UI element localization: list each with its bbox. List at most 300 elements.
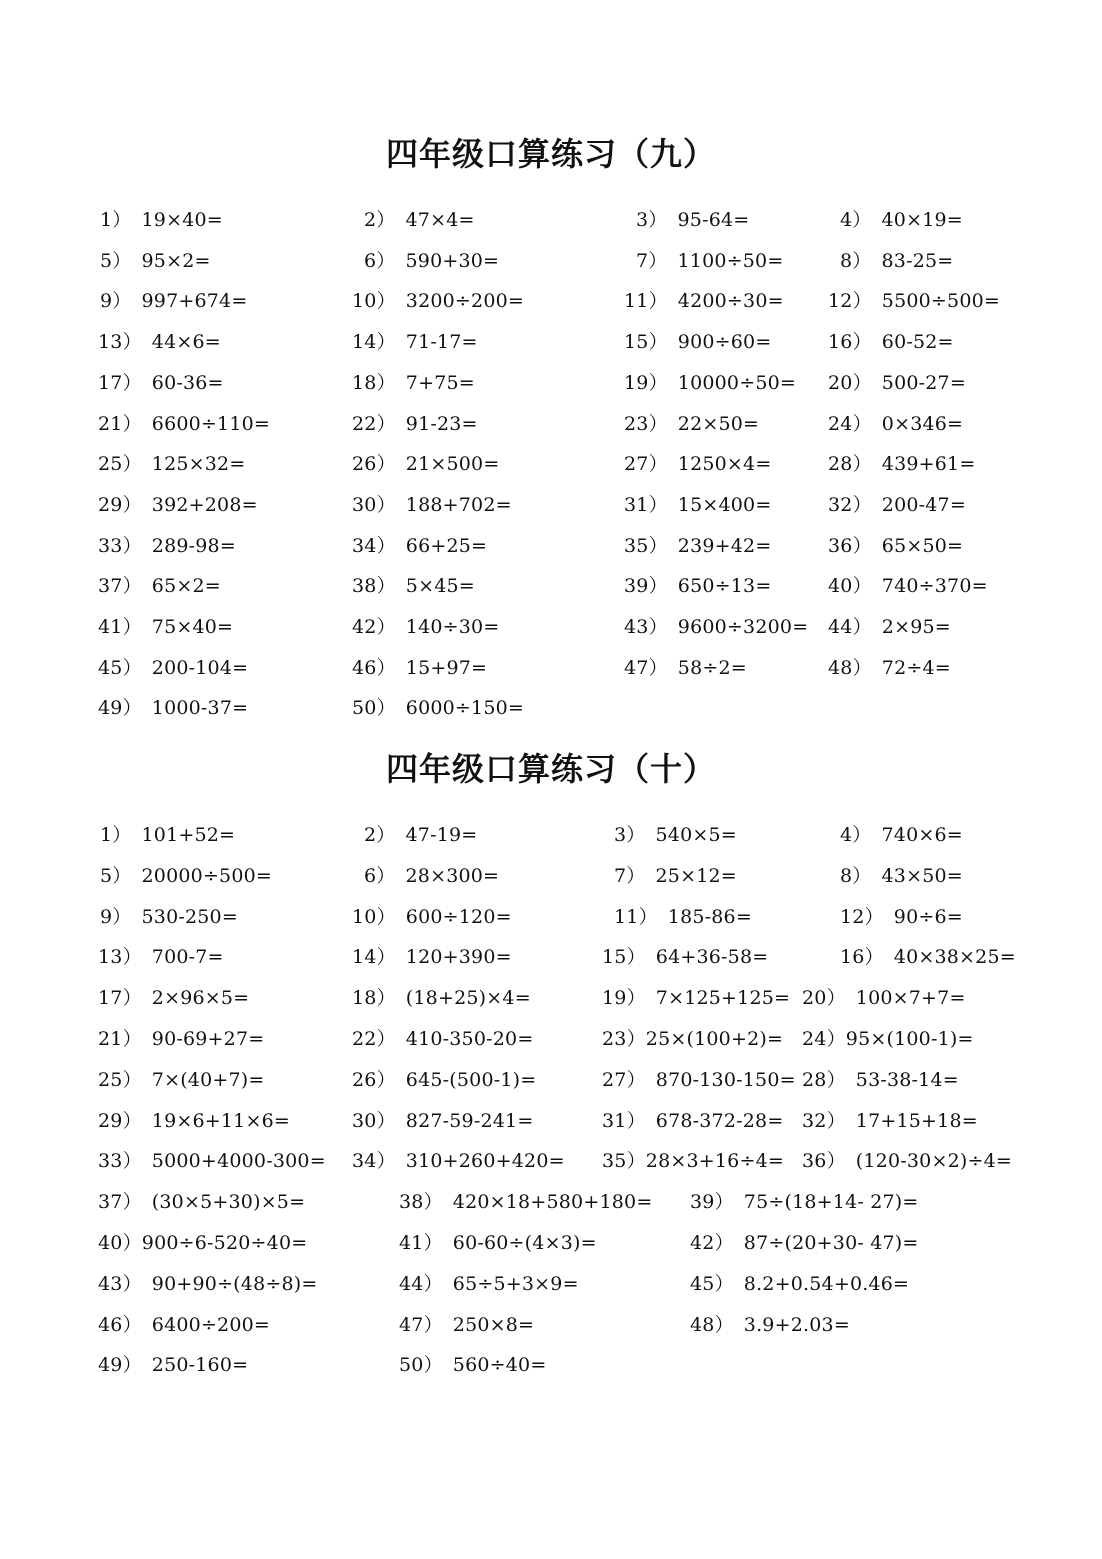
math-problem <box>802 986 966 1010</box>
problem-number: 5） <box>100 864 132 887</box>
math-problem <box>602 1109 783 1133</box>
problem-number: 7） <box>636 249 668 272</box>
math-problem <box>602 1027 783 1051</box>
math-problem <box>399 1272 579 1296</box>
math-problem <box>399 1353 546 1377</box>
problem-number: 2） <box>364 824 396 846</box>
problem-expression: 43×50= <box>881 864 963 887</box>
problem-number: 42） <box>352 616 396 638</box>
math-problem <box>100 905 238 929</box>
problem-expression: 25×12= <box>655 864 737 887</box>
problem-expression: 870-130-150= <box>655 1068 796 1091</box>
problem-expression: 28×300= <box>405 864 500 887</box>
problem-expression: 60-36= <box>151 371 224 394</box>
math-problem <box>352 1027 533 1051</box>
math-problem <box>98 1068 265 1092</box>
math-problem <box>602 986 790 1010</box>
problem-number: 43） <box>624 616 668 638</box>
problem-number: 2） <box>364 209 396 231</box>
problem-expression: 1000-37= <box>151 697 249 720</box>
math-problem <box>624 289 784 313</box>
math-problem <box>624 452 771 476</box>
problem-number: 42） <box>690 1232 734 1254</box>
problem-expression: 3.9+2.03= <box>743 1313 850 1336</box>
problem-expression: 540×5= <box>655 824 737 846</box>
problem-expression: 1100÷50= <box>677 249 784 272</box>
math-problem <box>98 1109 290 1133</box>
problem-number: 26） <box>352 1068 396 1091</box>
problem-expression: 5500÷500= <box>881 290 1001 313</box>
problem-expression: 310+260+420= <box>405 1150 565 1173</box>
problem-number: 46） <box>98 1313 142 1336</box>
math-problem <box>100 289 247 313</box>
problem-number: 28） <box>828 453 872 476</box>
problem-expression: 200-104= <box>151 656 249 679</box>
problem-number: 45） <box>98 656 142 679</box>
problem-number: 24） <box>828 412 872 435</box>
problem-number: 49） <box>98 697 142 720</box>
problem-number: 39） <box>624 575 668 598</box>
math-problem <box>100 208 223 232</box>
problem-number: 32） <box>802 1109 846 1132</box>
math-problem <box>828 534 963 558</box>
math-problem <box>840 864 963 888</box>
problem-number: 30） <box>352 493 396 516</box>
problem-number: 40） <box>98 1232 142 1254</box>
problem-number: 3） <box>614 824 646 846</box>
math-problem <box>802 1149 1012 1173</box>
math-problem <box>352 986 531 1010</box>
problem-number: 48） <box>828 656 872 679</box>
math-problem <box>352 696 524 720</box>
math-problem <box>100 249 211 273</box>
problem-expression: 5×45= <box>405 575 475 598</box>
problem-expression: 250-160= <box>151 1354 249 1377</box>
math-problem <box>624 656 747 680</box>
math-problem <box>828 615 951 639</box>
problem-expression: 60-52= <box>881 331 954 354</box>
problem-number: 16） <box>828 331 872 354</box>
problem-expression: 83-25= <box>881 249 954 272</box>
problem-expression: (30×5+30)×5= <box>151 1191 306 1214</box>
math-problem <box>98 1353 248 1377</box>
math-problem <box>364 208 475 232</box>
problem-number: 4） <box>840 824 872 846</box>
math-problem <box>624 412 759 436</box>
problem-expression: 44×6= <box>151 331 221 354</box>
problem-expression: 4200÷30= <box>677 290 784 313</box>
problem-expression: 19×6+11×6= <box>151 1109 290 1132</box>
problem-expression: 250×8= <box>452 1313 535 1336</box>
problem-number: 35） <box>602 1150 646 1173</box>
math-problem <box>828 493 966 517</box>
problem-number: 41） <box>399 1232 443 1254</box>
problem-expression: 1250×4= <box>677 453 772 476</box>
problem-number: 29） <box>98 1109 142 1132</box>
problem-expression: 21×500= <box>405 453 500 476</box>
problem-number: 38） <box>352 575 396 598</box>
math-problem <box>98 1272 318 1296</box>
math-problem <box>690 1272 909 1296</box>
problem-expression: 185-86= <box>667 905 752 928</box>
problem-expression: 90÷6= <box>893 905 963 928</box>
problem-number: 50） <box>352 697 396 720</box>
problem-expression: 10000÷50= <box>677 371 797 394</box>
problem-number: 49） <box>98 1354 142 1377</box>
problem-expression: 997+674= <box>141 290 248 313</box>
problem-number: 4） <box>840 209 872 231</box>
math-problem <box>352 493 512 517</box>
math-problem <box>98 452 245 476</box>
math-problem <box>614 905 752 929</box>
problem-expression: 2×96×5= <box>151 987 250 1010</box>
problem-number: 29） <box>98 493 142 516</box>
math-problem <box>352 1149 565 1173</box>
math-problem <box>624 330 771 354</box>
problem-expression: 900÷60= <box>677 331 772 354</box>
problem-number: 14） <box>352 331 396 354</box>
problem-expression: 120+390= <box>405 946 512 969</box>
problem-number: 34） <box>352 1150 396 1173</box>
problem-number: 36） <box>828 534 872 557</box>
problem-number: 10） <box>352 290 396 313</box>
problem-number: 15） <box>602 946 646 969</box>
problem-expression: 64+36-58= <box>655 946 769 969</box>
problem-number: 5） <box>100 249 132 272</box>
math-problem <box>98 656 248 680</box>
problem-expression: 8.2+0.54+0.46= <box>743 1272 910 1295</box>
math-problem <box>399 1313 534 1337</box>
math-problem <box>98 1149 326 1173</box>
math-problem <box>352 534 487 558</box>
problem-expression: 20000÷500= <box>141 864 273 887</box>
math-problem <box>602 1068 796 1092</box>
problem-number: 7） <box>614 864 646 887</box>
problem-number: 25） <box>98 453 142 476</box>
problem-number: 1） <box>100 824 132 846</box>
problem-number: 39） <box>690 1191 734 1214</box>
problem-number: 48） <box>690 1313 734 1336</box>
problem-expression: 125×32= <box>151 453 246 476</box>
problem-expression: 439+61= <box>881 453 976 476</box>
math-problem <box>100 864 272 888</box>
problem-number: 37） <box>98 1191 142 1214</box>
problem-number: 46） <box>352 656 396 679</box>
problem-number: 25） <box>98 1068 142 1091</box>
math-problem <box>98 574 221 598</box>
problem-expression: 65×50= <box>881 534 964 557</box>
problem-number: 6） <box>364 249 396 272</box>
problem-number: 13） <box>98 946 142 969</box>
problem-number: 33） <box>98 534 142 557</box>
problem-number: 22） <box>352 412 396 435</box>
math-problem <box>614 864 737 888</box>
math-problem <box>828 452 975 476</box>
problem-expression: (18+25)×4= <box>405 987 531 1010</box>
math-problem <box>364 823 477 847</box>
math-problem <box>802 1027 974 1051</box>
problem-number: 27） <box>602 1068 646 1091</box>
math-problem <box>352 330 478 354</box>
problem-number: 11） <box>614 905 658 928</box>
problem-expression: 15×400= <box>677 493 772 516</box>
math-problem <box>614 823 737 847</box>
problem-number: 9） <box>100 905 132 928</box>
math-problem <box>399 1231 597 1255</box>
problem-number: 38） <box>399 1191 443 1214</box>
math-problem <box>98 1190 305 1214</box>
math-problem <box>352 1109 533 1133</box>
problem-expression: 101+52= <box>141 824 236 846</box>
problem-number: 40） <box>828 575 872 598</box>
problem-expression: 6000÷150= <box>405 697 525 720</box>
problem-expression: 740÷370= <box>881 575 988 598</box>
problem-number: 36） <box>802 1150 846 1173</box>
math-problem <box>98 330 221 354</box>
problem-expression: 65÷5+3×9= <box>452 1272 579 1295</box>
problem-expression: 28×3+16÷4= <box>645 1150 784 1173</box>
problem-expression: 827-59-241= <box>405 1109 534 1132</box>
math-problem <box>98 412 270 436</box>
problem-expression: 95×(100-1)= <box>845 1028 974 1050</box>
problem-expression: 47×4= <box>405 209 475 231</box>
problem-number: 23） <box>624 412 668 435</box>
problem-expression: 60-60÷(4×3)= <box>452 1232 597 1254</box>
math-problem <box>636 208 749 232</box>
problem-number: 44） <box>828 616 872 638</box>
math-problem <box>98 986 249 1010</box>
problem-expression: 65×2= <box>151 575 221 598</box>
problem-expression: 72÷4= <box>881 656 951 679</box>
problem-expression: 560÷40= <box>452 1354 547 1377</box>
math-problem <box>352 289 524 313</box>
problem-number: 17） <box>98 371 142 394</box>
problem-number: 15） <box>624 331 668 354</box>
math-problem <box>352 945 512 969</box>
problem-number: 47） <box>624 656 668 679</box>
problem-expression: 40×19= <box>881 209 963 231</box>
problem-expression: 95×2= <box>141 249 211 272</box>
problem-number: 19） <box>602 987 646 1010</box>
problem-expression: 17+15+18= <box>855 1109 978 1132</box>
problem-expression: 58÷2= <box>677 656 747 679</box>
problem-expression: 500-27= <box>881 371 966 394</box>
problem-number: 30） <box>352 1109 396 1132</box>
problem-expression: 392+208= <box>151 493 258 516</box>
math-problem <box>828 371 966 395</box>
problem-expression: 2×95= <box>881 616 951 638</box>
problem-expression: 53-38-14= <box>855 1068 959 1091</box>
problem-number: 37） <box>98 575 142 598</box>
problem-expression: 650÷13= <box>677 575 772 598</box>
problem-number: 28） <box>802 1068 846 1091</box>
math-problem <box>828 574 988 598</box>
problem-expression: 15+97= <box>405 656 488 679</box>
problem-number: 32） <box>828 493 872 516</box>
problem-number: 8） <box>840 864 872 887</box>
math-problem <box>352 1068 536 1092</box>
problem-number: 24） <box>802 1028 846 1050</box>
math-problem <box>690 1190 919 1214</box>
math-problem <box>840 249 953 273</box>
math-problem <box>624 534 771 558</box>
problem-number: 14） <box>352 946 396 969</box>
math-problem <box>624 371 796 395</box>
math-problem <box>828 289 1000 313</box>
math-problem <box>624 493 771 517</box>
problem-number: 19） <box>624 371 668 394</box>
math-problem <box>840 823 963 847</box>
problem-number: 12） <box>828 290 872 313</box>
problem-expression: 22×50= <box>677 412 760 435</box>
math-problem <box>828 656 951 680</box>
math-problem <box>98 615 233 639</box>
math-problem <box>352 905 512 929</box>
problem-expression: 420×18+580+180= <box>452 1191 653 1214</box>
problem-expression: 47-19= <box>405 824 478 846</box>
problem-number: 44） <box>399 1272 443 1295</box>
problem-number: 21） <box>98 1028 142 1050</box>
problem-expression: 75×40= <box>151 616 234 638</box>
problem-number: 33） <box>98 1150 142 1173</box>
problem-expression: 530-250= <box>141 905 238 928</box>
problem-number: 47） <box>399 1313 443 1336</box>
math-problem <box>352 371 475 395</box>
problem-expression: 90-69+27= <box>151 1028 265 1050</box>
problem-expression: 9600÷3200= <box>677 616 809 638</box>
math-problem <box>352 412 478 436</box>
math-problem <box>690 1231 919 1255</box>
problem-number: 34） <box>352 534 396 557</box>
problem-number: 13） <box>98 331 142 354</box>
problem-expression: 6600÷110= <box>151 412 271 435</box>
problem-number: 27） <box>624 453 668 476</box>
math-problem <box>690 1313 850 1337</box>
problem-expression: 600÷120= <box>405 905 512 928</box>
math-problem <box>98 493 258 517</box>
problem-expression: 590+30= <box>405 249 500 272</box>
problem-number: 20） <box>802 987 846 1010</box>
problem-number: 1） <box>100 209 132 231</box>
problem-expression: 87÷(20+30- 47)= <box>743 1232 919 1254</box>
math-problem <box>364 864 499 888</box>
problem-expression: 3200÷200= <box>405 290 525 313</box>
problem-expression: 645-(500-1)= <box>405 1068 537 1091</box>
problem-expression: (120-30×2)÷4= <box>855 1150 1013 1173</box>
problem-number: 50） <box>399 1354 443 1377</box>
problem-expression: 678-372-28= <box>655 1109 784 1132</box>
problem-number: 31） <box>602 1109 646 1132</box>
math-problem <box>100 823 235 847</box>
problem-expression: 100×7+7= <box>855 987 966 1010</box>
math-problem <box>624 574 771 598</box>
problem-number: 9） <box>100 290 132 313</box>
problem-expression: 7×125+125= <box>655 987 791 1010</box>
problem-number: 35） <box>624 534 668 557</box>
math-problem <box>399 1190 652 1214</box>
math-problem <box>364 249 499 273</box>
problem-number: 22） <box>352 1028 396 1050</box>
problem-expression: 90+90÷(48÷8)= <box>151 1272 318 1295</box>
problem-expression: 700-7= <box>151 946 224 969</box>
math-problem <box>602 945 768 969</box>
problem-number: 20） <box>828 371 872 394</box>
math-problem <box>98 696 248 720</box>
problem-number: 18） <box>352 987 396 1010</box>
problem-number: 11） <box>624 290 668 313</box>
problem-expression: 188+702= <box>405 493 512 516</box>
math-problem <box>352 615 499 639</box>
problem-expression: 91-23= <box>405 412 478 435</box>
problem-expression: 95-64= <box>677 209 750 231</box>
problem-expression: 0×346= <box>881 412 964 435</box>
problem-number: 12） <box>840 905 884 928</box>
math-problem <box>624 615 808 639</box>
math-problem <box>98 1231 307 1255</box>
problem-number: 10） <box>352 905 396 928</box>
math-problem <box>98 534 236 558</box>
problem-number: 21） <box>98 412 142 435</box>
math-problem <box>352 574 475 598</box>
problem-number: 43） <box>98 1272 142 1295</box>
problem-number: 8） <box>840 249 872 272</box>
problem-expression: 66+25= <box>405 534 488 557</box>
problem-expression: 740×6= <box>881 824 963 846</box>
math-problem <box>840 945 1016 969</box>
math-problem <box>98 1313 270 1337</box>
math-problem <box>840 208 963 232</box>
problem-expression: 7×(40+7)= <box>151 1068 265 1091</box>
problem-number: 16） <box>840 946 884 969</box>
math-problem <box>802 1068 959 1092</box>
math-problem <box>98 1027 264 1051</box>
math-problem <box>98 371 224 395</box>
math-problem <box>828 330 954 354</box>
math-problem <box>98 945 224 969</box>
problem-number: 3） <box>636 209 668 231</box>
problem-number: 45） <box>690 1272 734 1295</box>
math-problem <box>840 905 963 929</box>
math-problem <box>636 249 783 273</box>
problem-number: 41） <box>98 616 142 638</box>
problem-number: 18） <box>352 371 396 394</box>
problem-expression: 410-350-20= <box>405 1028 534 1050</box>
math-problem <box>352 452 499 476</box>
worksheet-title-10: 四年级口算练习（十） <box>385 750 716 788</box>
problem-number: 6） <box>364 864 396 887</box>
problem-expression: 25×(100+2)= <box>645 1028 784 1050</box>
problem-expression: 75÷(18+14- 27)= <box>743 1191 919 1214</box>
problem-expression: 200-47= <box>881 493 966 516</box>
math-problem <box>352 656 487 680</box>
problem-number: 23） <box>602 1028 646 1050</box>
problem-number: 26） <box>352 453 396 476</box>
problem-number: 31） <box>624 493 668 516</box>
problem-expression: 19×40= <box>141 209 223 231</box>
math-problem <box>828 412 963 436</box>
problem-expression: 7+75= <box>405 371 475 394</box>
problem-expression: 40×38×25= <box>893 946 1016 969</box>
problem-expression: 140÷30= <box>405 616 500 638</box>
problem-expression: 6400÷200= <box>151 1313 271 1336</box>
problem-expression: 289-98= <box>151 534 236 557</box>
problem-expression: 5000+4000-300= <box>151 1150 326 1173</box>
math-problem <box>602 1149 784 1173</box>
worksheet-title-9: 四年级口算练习（九） <box>385 135 716 173</box>
problem-expression: 900÷6-520÷40= <box>141 1232 308 1254</box>
math-problem <box>802 1109 978 1133</box>
problem-number: 17） <box>98 987 142 1010</box>
